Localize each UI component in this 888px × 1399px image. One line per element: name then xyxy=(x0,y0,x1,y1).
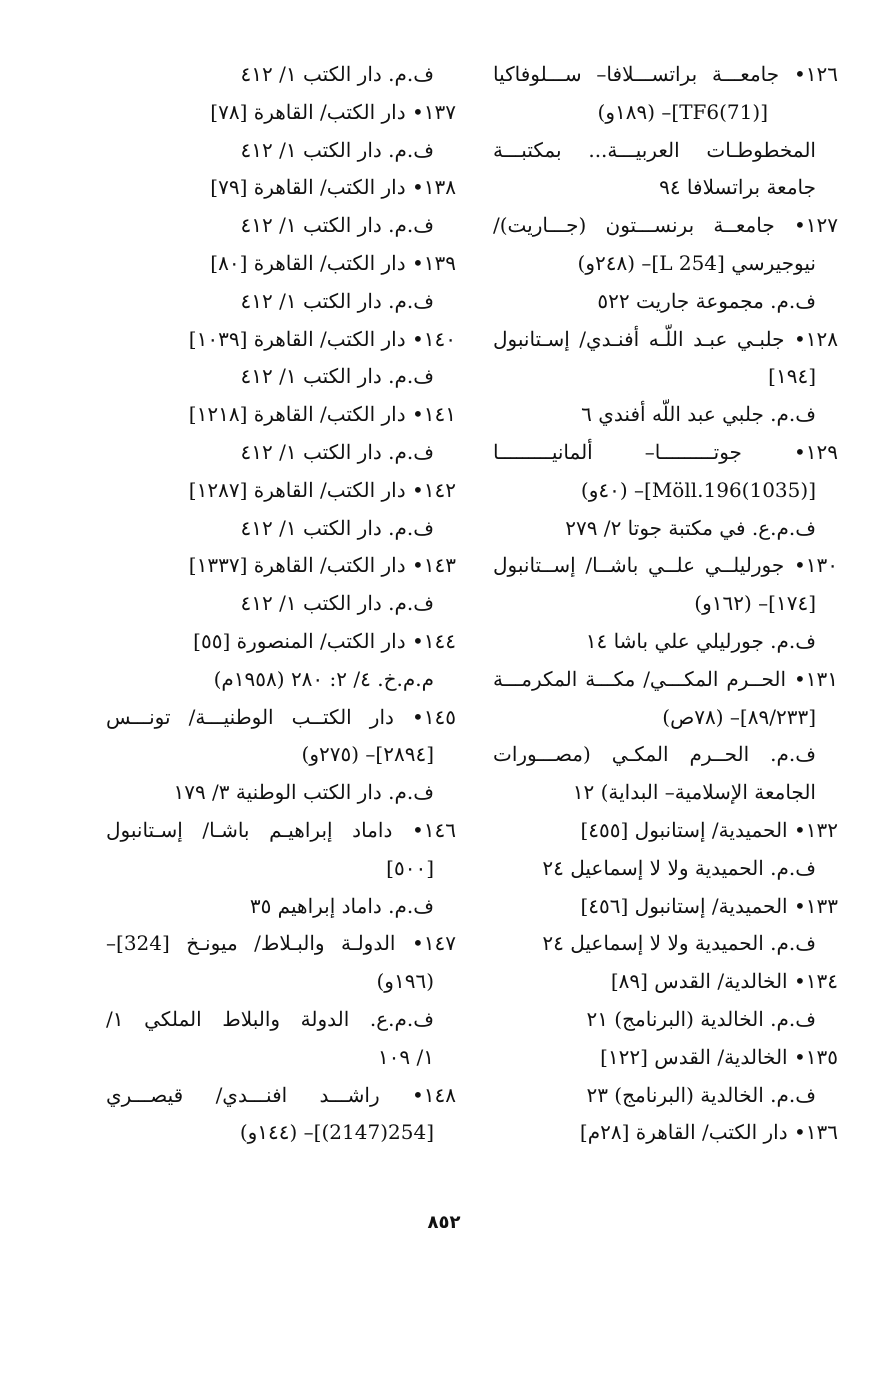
entry-145-heading: ١٤٥• دار الكتــب الوطنيـــة/ تونـــس xyxy=(106,704,456,729)
entry-141-heading: ١٤١• دار الكتب/ القاهرة [١٢١٨] xyxy=(188,402,456,427)
entry-143-catalog: ف.م. دار الكتب ١/ ٤١٢ xyxy=(240,591,434,616)
entry-137-heading: ١٣٧• دار الكتب/ القاهرة [٧٨] xyxy=(210,99,456,124)
entry-133-heading: ١٣٣• الحميدية/ إستانبول [٤٥٦] xyxy=(580,893,838,918)
entry-147-catalog: ف.م.ع. الدولة والبلاط الملكي ١/ xyxy=(106,1006,434,1031)
entry-138-heading: ١٣٨• دار الكتب/ القاهرة [٧٩] xyxy=(210,175,456,200)
entry-148-shelfmark: [254(2147)]– (١٤٤و) xyxy=(239,1120,434,1145)
entry-127-heading: ١٢٧• جامعــة برنســـتون (جـــاريت)/ xyxy=(493,213,838,238)
entry-135-heading: ١٣٥• الخالدية/ القدس [١٢٢] xyxy=(600,1044,838,1069)
entry-129-shelfmark: [Möll.196(1035)]– (٤٠و) xyxy=(580,477,816,502)
entry-144-heading: ١٤٤• دار الكتب/ المنصورة [٥٥] xyxy=(193,628,456,653)
entry-126-shelfmark: [TF6(71)]– (١٨٩و) xyxy=(597,99,768,124)
entry-126-catalog-cont: جامعة براتسلافا ٩٤ xyxy=(659,175,816,200)
right-column xyxy=(493,56,838,1152)
entry-146-heading: ١٤٦• داماد إبراهيـم باشـا/ إسـتانبول xyxy=(106,817,456,842)
entry-133-catalog: ف.م. الحميدية ولا لا إسماعيل ٢٤ xyxy=(542,931,816,956)
left-column xyxy=(106,56,456,1152)
entry-140-catalog: ف.م. دار الكتب ١/ ٤١٢ xyxy=(240,364,434,389)
entry-146-catalog: ف.م. داماد إبراهيم ٣٥ xyxy=(249,893,434,918)
entry-145-catalog: ف.م. دار الكتب الوطنية ٣/ ١٧٩ xyxy=(173,780,434,805)
entry-126-catalog: المخطوطـات العربيـــة... بمكتبـــة xyxy=(493,137,816,162)
entry-131-catalog-cont: الجامعة الإسلامية– البداية) ١٢ xyxy=(572,780,816,805)
entry-132-catalog: ف.م. الحميدية ولا لا إسماعيل ٢٤ xyxy=(542,855,816,880)
entry-147-folios: (١٩٦و) xyxy=(376,969,434,994)
entry-126-heading: ١٢٦• جامعـــة براتســـلافا– ســـلوفاكيا xyxy=(493,62,838,86)
entry-145-shelfmark: [٢٨٩٤]– (٢٧٥و) xyxy=(301,742,434,767)
entry-141-catalog: ف.م. دار الكتب ١/ ٤١٢ xyxy=(240,439,434,464)
entry-130-catalog: ف.م. جورليلي علي باشا ١٤ xyxy=(585,628,816,653)
entry-128-heading: ١٢٨• جلبـي عبـد اللّـه أفنـدي/ إسـتانبول xyxy=(493,326,838,351)
entry-127-catalog: ف.م. مجموعة جاريت ٥٢٢ xyxy=(597,288,816,313)
entry-143-heading: ١٤٣• دار الكتب/ القاهرة [١٣٣٧] xyxy=(188,553,456,578)
entry-135-catalog: ف.م. الخالدية (البرنامج) ٢٣ xyxy=(586,1082,816,1107)
entry-129-catalog: ف.م.ع. في مكتبة جوتا ٢/ ٢٧٩ xyxy=(565,515,816,540)
entry-139-catalog: ف.م. دار الكتب ١/ ٤١٢ xyxy=(240,288,434,313)
entry-130-shelfmark: [١٧٤]– (١٦٢و) xyxy=(694,591,816,616)
entry-131-heading: ١٣١• الحــرم المكـــي/ مكـــة المكرمـــة xyxy=(493,666,838,691)
entry-136-catalog: ف.م. دار الكتب ١/ ٤١٢ xyxy=(240,62,434,86)
entry-128-catalog: ف.م. جلبي عبد اللّه أفندي ٦ xyxy=(581,402,816,427)
entry-131-shelfmark: [٨٩/٢٣٣]– (٧٨ص) xyxy=(662,704,816,729)
entry-140-heading: ١٤٠• دار الكتب/ القاهرة [١٠٣٩] xyxy=(188,326,456,351)
entry-134-heading: ١٣٤• الخالدية/ القدس [٨٩] xyxy=(610,969,838,994)
entry-147-heading: ١٤٧• الدولـة والبـلاط/ ميونـخ [324]– xyxy=(106,931,456,956)
entry-127-shelfmark: نيوجيرسي [254 L]– (٢٤٨و) xyxy=(577,250,816,275)
entry-147-catalog-cont: ١/ ١٠٩ xyxy=(377,1044,434,1069)
entry-131-catalog: ف.م. الحــرم المكـي (مصـــورات xyxy=(493,742,816,767)
entry-148-heading: ١٤٨• راشـــد افنـــدي/ قيصـــري xyxy=(106,1082,456,1107)
entry-130-heading: ١٣٠• جورليلــي علــي باشــا/ إســتانبول xyxy=(493,553,838,578)
entry-138-catalog: ف.م. دار الكتب ١/ ٤١٢ xyxy=(240,213,434,238)
entry-129-heading: ١٢٩• جوتـــــــــا– ألمانيـــــــــا xyxy=(493,439,838,464)
entry-142-heading: ١٤٢• دار الكتب/ القاهرة [١٢٨٧] xyxy=(188,477,456,502)
entry-146-shelfmark: [٥٠٠] xyxy=(386,855,434,880)
page-number: ٨٥٢ xyxy=(427,1212,461,1233)
entry-139-heading: ١٣٩• دار الكتب/ القاهرة [٨٠] xyxy=(210,250,456,275)
entry-144-catalog: م.م.خ. ٤/ ٢: ٢٨٠ (١٩٥٨م) xyxy=(213,666,434,691)
entry-137-catalog: ف.م. دار الكتب ١/ ٤١٢ xyxy=(240,137,434,162)
entry-132-heading: ١٣٢• الحميدية/ إستانبول [٤٥٥] xyxy=(580,817,838,842)
entry-142-catalog: ف.م. دار الكتب ١/ ٤١٢ xyxy=(240,515,434,540)
entry-136-heading: ١٣٦• دار الكتب/ القاهرة [٢٨م] xyxy=(579,1120,838,1145)
entry-128-shelfmark: [١٩٤] xyxy=(768,364,816,389)
entry-134-catalog: ف.م. الخالدية (البرنامج) ٢١ xyxy=(586,1006,816,1031)
